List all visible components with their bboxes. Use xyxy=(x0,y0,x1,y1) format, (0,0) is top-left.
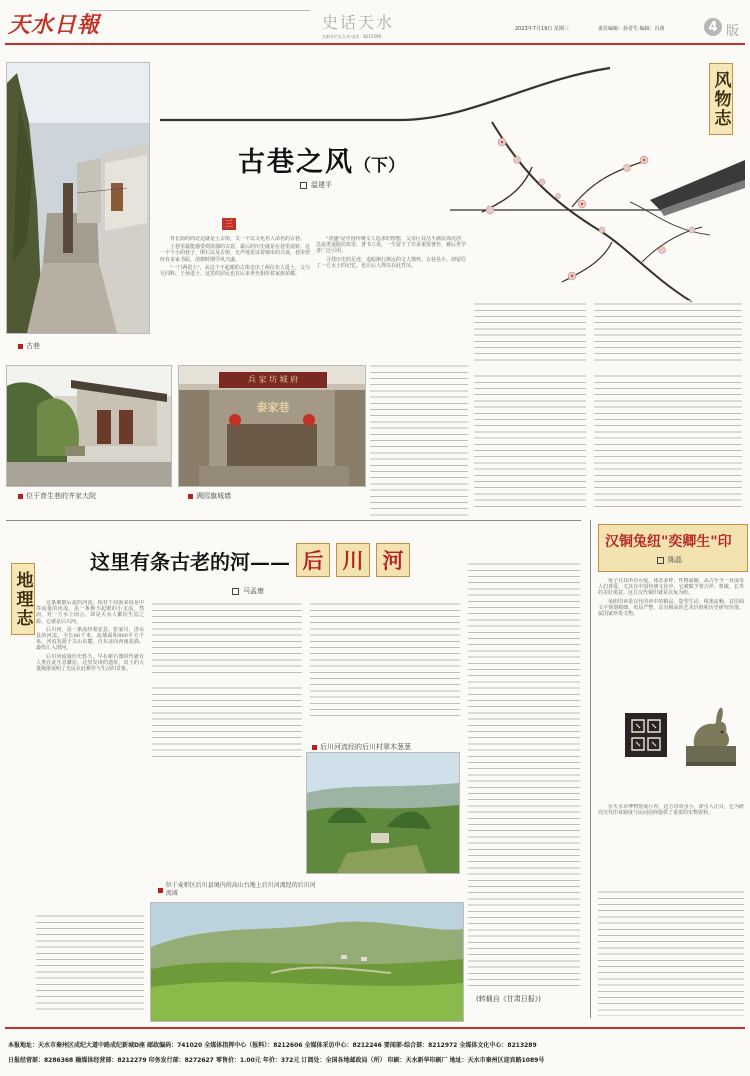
caption-old-alley-text: 古巷 xyxy=(26,342,40,350)
article2-column-4-text xyxy=(468,560,580,990)
caption-marker xyxy=(158,888,163,893)
article2-column-5-text xyxy=(152,684,302,760)
article1-title-main: 古巷之风 xyxy=(238,147,354,178)
article3-column-1 xyxy=(598,578,744,682)
article1-column-3-text xyxy=(474,300,586,364)
roof-eaves-drawing xyxy=(650,150,745,220)
article2-author: 马孟康 xyxy=(243,587,264,595)
bronze-rabbit-seal xyxy=(682,702,740,768)
title-char-box-1 xyxy=(296,543,330,577)
article3-para-3: 在天水市博物馆展厅内，这方印章虽小，却引人注目，它为研究汉代印章制度与民间信仰提供了重要的实物资料。 xyxy=(598,804,744,817)
editors-line: 责任编辑：孙晋生 编辑：冯黄 xyxy=(598,26,665,32)
byline-box-icon xyxy=(300,182,307,189)
article1-column-6-text xyxy=(594,372,742,510)
article2-para-3: 后川河流域历史悠久，早在新石器时代就有人类在此生息繁衍。这里发现的遗址，出土的大量陶器说明了先民在此耕作与生活的景象。 xyxy=(36,653,144,673)
article2-column-1b-text xyxy=(36,912,144,1012)
tag-dilizhi xyxy=(11,563,35,635)
article2-column-1 xyxy=(36,600,144,910)
paper-name: 天水日報 xyxy=(8,12,101,38)
article3-para-1: 兔子在其所有可爱，体态多样，性格温顺。从古至今一直深受人们喜爱，尤其在中国传统文化中，它被赋予着吉祥、机敏、长寿的美好寓意。这方汉代铜印就是以兔为纽。 xyxy=(598,578,744,597)
article2-byline xyxy=(232,586,264,596)
reprint-note: (转载自《甘肃日报》) xyxy=(476,995,541,1003)
article1-title xyxy=(238,140,405,179)
article1-author: 温建平 xyxy=(311,181,332,189)
footer-line-2: 日报经营部：8286368 融媒体经营部：8212279 印务发行部：8272627 零售价：1.00元 年价：372元 订阅处：全国各地邮政局（所） 印刷：天水新华印刷厂 地址：天水市秦州区迎宾路1089号 xyxy=(8,1057,545,1064)
article3-byline xyxy=(657,555,682,565)
byline-box-icon xyxy=(232,588,239,595)
title-char-3: 河 xyxy=(382,548,404,573)
page-unit: 版 xyxy=(726,24,740,39)
caption-gate xyxy=(188,491,231,501)
article1-title-part: （下） xyxy=(354,156,405,176)
title-char-1: 后 xyxy=(302,548,324,573)
gate-banner: 兵 家 坊 城 府 xyxy=(247,375,299,384)
gate-plaque: 泰家巷 xyxy=(256,401,290,414)
masthead-rule xyxy=(5,43,745,45)
caption-courtyard xyxy=(18,491,96,501)
article2-para-1: 这条聚散后流的河流，相对于周围来说是中等流量的河流，虽一条极不起眼的小支流，然而，对一方水土而言，却是天水人繁衍生息之源。它就是后川河。 xyxy=(36,600,144,625)
field-photo xyxy=(150,902,464,1022)
caption-courtyard-text: 位于育生巷的齐家大院 xyxy=(26,492,96,500)
title-char-box-3 xyxy=(376,543,410,577)
article3-para-2: 兔纽印章是汉代印章中的精品，造型生动，线条流畅，其印面文字刻划精细，布局严整，具有极高的艺术价值和历史研究价值，属国家珍贵文物。 xyxy=(598,598,744,618)
article2-para-2: 后川河，是一条流经秦安县、张家川、清水县的河流，全长66千米，流域面积800平方千米。河流发源于关山东麓，自东北向西南流淌，最终汇入渭河。 xyxy=(36,626,144,652)
article2-column-2-text xyxy=(152,600,302,676)
caption-field-text: 位于麦积区后川县境内的高山台地上后川河流经的后川河流域 xyxy=(165,882,316,897)
caption-marker xyxy=(312,745,317,750)
title-char-2: 川 xyxy=(342,548,364,573)
footer-rule xyxy=(5,1027,745,1029)
article1-para-5: 寻找历史的足迹，追踪渐行渐远的文人情怀。古巷虽小，却留住了一方水土的记忆，也让后人得以在此凭吊。 xyxy=(316,256,466,269)
title-char-box-2 xyxy=(336,543,370,577)
section-mark: 三 xyxy=(225,219,233,228)
tag-dilizhi-text: 地理志 xyxy=(12,570,33,628)
article3-column-2 xyxy=(598,804,744,884)
vertical-divider xyxy=(590,520,591,1018)
article1-column-1 xyxy=(160,236,310,356)
old-alley-photo xyxy=(6,62,150,334)
caption-marker xyxy=(188,494,193,499)
article1-para-1: 背长街的西北边就是土古街，又一个以文化名人命名的古巷。 xyxy=(170,236,306,242)
article1-rule xyxy=(6,520,581,521)
section-subtitle: 全新专栏在天水·电话：8215596 xyxy=(322,34,382,39)
article1-column-2 xyxy=(316,236,466,356)
article3-title: 汉铜兔纽"奕卿生"印 xyxy=(605,534,732,550)
masthead-divider xyxy=(90,10,310,11)
section-title: 史话天水 xyxy=(322,13,395,32)
article1-para-2: 土巷里最能感受到浓郁的古意，最后的历史就是在巷里流转。这一个个小的巷子、卵石以及古树，无声地见证着城市的兴衰。巷里曾经有多家书院，清朝时期学风兴盛。 xyxy=(160,244,310,263)
article1-column-5-text xyxy=(474,372,586,510)
gate-photo xyxy=(178,365,366,487)
article3-title-box xyxy=(598,524,748,572)
seal-imprint xyxy=(624,712,668,758)
caption-field xyxy=(158,882,318,898)
page-number: 4 xyxy=(708,19,718,35)
footer-line-1: 本报地址：天水市秦州区成纪大道中路成纪新城D座 邮政编码：741020 全媒体指挥中心（报料）：8212606 全媒体采访中心：8212246 要闻部·综合部：8212972 全媒体文化中心：8213289 xyxy=(8,1042,537,1049)
article3-author: 陈晶 xyxy=(668,556,682,564)
article1-para-4: "清盛"是中国传统文人追求的理想，父亲巨其昌不满宦海沉浮，急流勇退隐居故里，著书立说，一生留下了许多重要著作，被后世学者广泛引用。 xyxy=(316,236,466,255)
caption-old-alley xyxy=(18,341,40,351)
caption-village-text: 后川河流经的后川村翠木葱葱 xyxy=(320,743,411,751)
caption-marker xyxy=(18,494,23,499)
article2-column-3-text xyxy=(310,600,460,720)
masthead xyxy=(0,0,750,44)
tag-fengwuzhi xyxy=(709,63,733,135)
article1-column-4-text xyxy=(594,300,742,364)
article1-column-7-text xyxy=(370,362,468,518)
village-photo xyxy=(306,752,460,874)
tag-fengwuzhi-text: 风物志 xyxy=(710,70,731,128)
article3-column-3-text xyxy=(598,888,744,1016)
article1-byline xyxy=(300,180,332,190)
caption-village xyxy=(312,742,411,752)
article2-title-lead: 这里有条古老的河—— xyxy=(90,549,290,574)
courtyard-photo xyxy=(6,365,172,487)
caption-gate-text: 满园旗城墙 xyxy=(196,492,231,500)
caption-marker xyxy=(18,344,23,349)
article1-para-3: "一门两进士"，从这个不起眼的古街走出了两位名人进士，父与兄同科、子孙进士。这里的居民也在后来世代相传着家族荣耀。 xyxy=(160,264,310,278)
byline-box-icon xyxy=(657,557,664,564)
issue-date: 2023年7月19日 星期三 xyxy=(515,26,569,32)
page-number-badge xyxy=(704,18,722,36)
article2-title xyxy=(90,543,410,577)
